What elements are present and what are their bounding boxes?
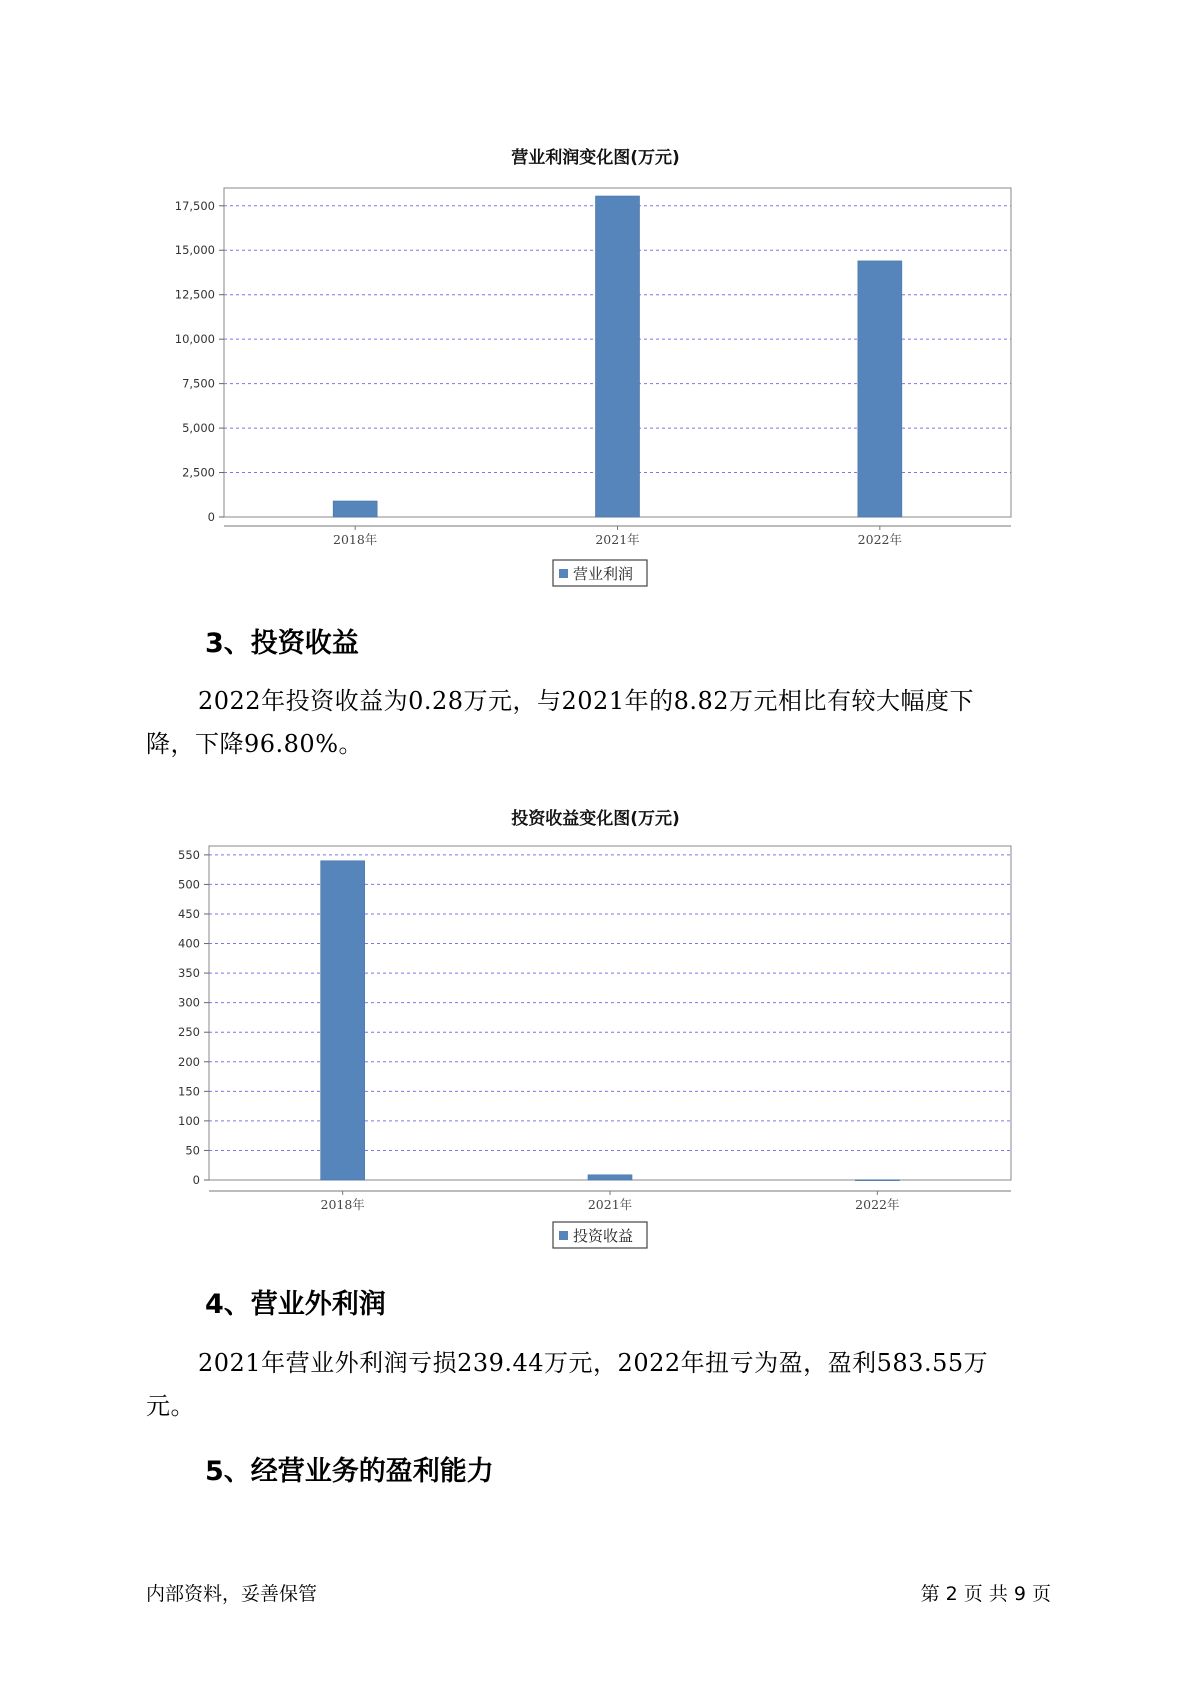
y-tick-label: 450 [178,906,200,921]
section3-line2: 降，下降96.80%。 [146,730,364,758]
y-tick-label: 300 [178,995,200,1010]
y-tick-label: 150 [178,1084,200,1099]
bar [858,261,902,517]
section3-heading: 3、投资收益 [205,628,359,659]
y-tick-label: 0 [207,510,215,524]
y-tick-label: 350 [178,966,200,981]
x-tick-label: 2022年 [855,1197,900,1212]
x-tick-label: 2021年 [595,532,640,547]
x-tick-label: 2021年 [587,1197,633,1212]
y-tick-label: 400 [178,936,200,951]
footer-page-number: 第 2 页 共 9 页 [920,1583,1051,1605]
y-tick-label: 550 [178,847,200,862]
bar [588,1175,632,1180]
section4-heading: 4、营业外利润 [205,1289,386,1320]
x-tick-label: 2022年 [857,532,902,547]
investment-income-chart [0,830,1191,1260]
y-tick-label: 2,500 [182,465,215,480]
y-tick-label: 10,000 [174,332,215,347]
chart1-title: 营业利润变化图(万元) [511,148,680,168]
bar [321,861,365,1180]
x-tick-label: 2018年 [320,1197,365,1212]
section4-paragraph [146,1342,1046,1428]
section3-paragraph [146,680,1046,766]
y-tick-label: 17,500 [174,198,215,213]
y-tick-label: 500 [178,877,200,892]
footer-confidential: 内部资料，妥善保管 [146,1583,318,1605]
y-tick-label: 0 [192,1173,200,1187]
bar [333,501,377,517]
section3-line1: 2022年投资收益为0.28万元，与2021年的8.82万元相比有较大幅度下 [198,687,975,715]
section4-line1: 2021年营业外利润亏损239.44万元，2022年扭亏为盈，盈利583.55万 [198,1349,989,1377]
legend-label: 营业利润 [573,565,634,583]
y-tick-label: 5,000 [182,421,215,436]
x-tick-label: 2018年 [333,532,378,547]
y-tick-label: 12,500 [174,287,215,302]
legend-label: 投资收益 [573,1227,634,1245]
section5-heading: 5、经营业务的盈利能力 [205,1456,494,1487]
section4-line2: 元。 [146,1392,195,1420]
legend-swatch [559,1231,568,1240]
y-tick-label: 200 [178,1054,200,1069]
y-tick-label: 15,000 [174,243,215,258]
y-tick-label: 7,500 [182,376,215,391]
operating-profit-chart [0,120,1191,583]
chart2-title: 投资收益变化图(万元) [511,809,680,829]
legend-swatch [559,569,568,578]
bar [855,1180,899,1181]
bar [596,196,640,517]
y-tick-label: 100 [178,1113,200,1128]
y-tick-label: 250 [178,1025,200,1040]
y-tick-label: 50 [185,1143,200,1158]
